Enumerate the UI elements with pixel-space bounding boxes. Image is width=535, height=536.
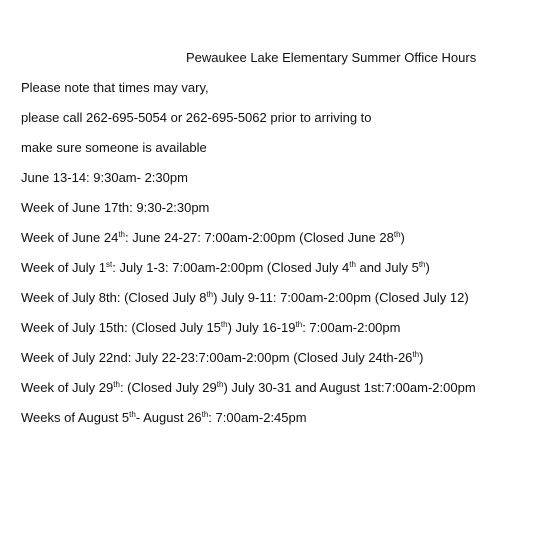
line-text: Please note that times may vary, [21, 80, 209, 95]
superscript-text: th [129, 410, 136, 419]
line-text: Week of July 1 [21, 260, 107, 275]
text-line [21, 379, 531, 409]
line-text: ) July 30-31 and August 1st:7:00am-2:00pm [223, 380, 476, 395]
superscript-text: th [393, 230, 401, 239]
line-text: ) [419, 350, 424, 365]
line-text: ) July 16-19 [227, 320, 296, 335]
document-body [21, 79, 531, 439]
superscript-text: th [418, 260, 426, 269]
superscript-text: th [220, 320, 228, 329]
superscript-text: th [295, 320, 303, 329]
text-line [21, 289, 531, 319]
text-line [21, 169, 531, 199]
line-text: June 13-14: 9:30am- 2:30pm [21, 170, 188, 185]
superscript-text: th [201, 410, 209, 419]
superscript-text: th [412, 350, 420, 359]
text-line [21, 259, 531, 289]
line-text: ) July 9-11: 7:00am-2:00pm (Closed July 12) [213, 290, 469, 305]
superscript-text: th [349, 260, 356, 269]
line-text: Week of June 24 [21, 230, 119, 245]
text-line [21, 229, 531, 259]
line-text: : 7:00am-2:00pm [302, 320, 401, 335]
line-text: please call 262-695-5054 or 262-695-5062 prior to arriving to [21, 110, 372, 125]
line-text: make sure someone is available [21, 140, 207, 155]
superscript-text: th [216, 380, 224, 389]
superscript-text: th [206, 290, 214, 299]
text-line [21, 349, 531, 379]
line-text: - August 26 [135, 410, 202, 425]
line-text: Week of July 8th: (Closed July 8 [21, 290, 207, 305]
line-text: ) [425, 260, 430, 275]
line-text: : (Closed July 29 [119, 380, 217, 395]
line-text: and July 5 [355, 260, 419, 275]
line-text: : June 24-27: 7:00am-2:00pm (Closed June 28 [125, 230, 394, 245]
superscript-text: th [113, 380, 120, 389]
text-line [21, 139, 531, 169]
line-text: Week of June 17th: 9:30-2:30pm [21, 200, 210, 215]
text-line [21, 319, 531, 349]
page-title: Pewaukee Lake Elementary Summer Office Hours [186, 50, 477, 65]
line-text: : 7:00am-2:45pm [208, 410, 307, 425]
text-line [21, 409, 531, 439]
line-text: Week of July 15th: (Closed July 15 [21, 320, 221, 335]
superscript-text: th [118, 230, 125, 239]
text-line [21, 109, 531, 139]
line-text: Weeks of August 5 [21, 410, 130, 425]
line-text: Week of July 22nd: July 22-23:7:00am-2:00pm (Closed July 24th-26 [21, 350, 413, 365]
line-text: ) [400, 230, 405, 245]
text-line [21, 79, 531, 109]
line-text: : July 1-3: 7:00am-2:00pm (Closed July 4 [112, 260, 350, 275]
line-text: Week of July 29 [21, 380, 114, 395]
text-line [21, 199, 531, 229]
superscript-text: st [106, 260, 113, 269]
